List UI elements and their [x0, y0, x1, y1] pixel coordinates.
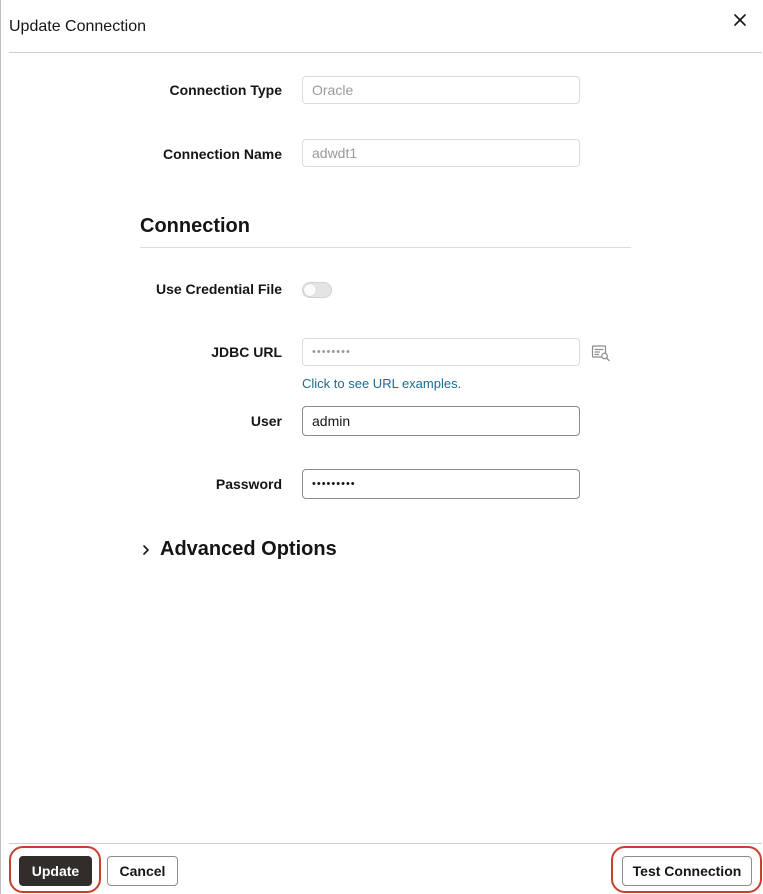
connection-section-title: Connection: [140, 215, 250, 237]
connection-type-field: [302, 76, 580, 104]
section-divider: [140, 247, 631, 248]
footer-divider: [9, 843, 762, 844]
close-icon[interactable]: [728, 8, 752, 32]
header-divider: [9, 52, 762, 53]
chevron-right-icon: [140, 542, 152, 558]
advanced-options-toggle[interactable]: [140, 538, 337, 561]
password-field[interactable]: [302, 469, 580, 499]
use-credential-file-label: Use Credential File: [155, 281, 282, 297]
user-input[interactable]: [312, 413, 570, 429]
update-button[interactable]: Update: [19, 856, 92, 886]
advanced-options-label: Advanced Options: [160, 538, 337, 560]
cancel-button[interactable]: Cancel: [107, 856, 178, 886]
connection-name-label: Connection Name: [162, 146, 282, 162]
toggle-knob: [304, 284, 316, 296]
user-label: User: [250, 413, 282, 429]
jdbc-url-value: ••••••••: [312, 346, 351, 358]
connection-name-input: [312, 145, 570, 161]
examples-list-icon[interactable]: [591, 343, 611, 363]
password-label: Password: [215, 476, 282, 492]
connection-type-input: [312, 82, 570, 98]
dialog-title: Update Connection: [9, 18, 146, 35]
test-connection-button[interactable]: Test Connection: [622, 856, 752, 886]
connection-type-label: Connection Type: [169, 82, 282, 98]
dialog-left-border: [0, 0, 1, 894]
user-field[interactable]: [302, 406, 580, 436]
password-value: •••••••••: [312, 478, 356, 490]
jdbc-url-field[interactable]: [302, 338, 580, 366]
connection-name-field: [302, 139, 580, 167]
dialog-header: [0, 0, 763, 53]
url-examples-link[interactable]: Click to see URL examples.: [302, 376, 462, 391]
use-credential-file-toggle[interactable]: [302, 282, 332, 298]
jdbc-url-label: JDBC URL: [211, 344, 282, 360]
